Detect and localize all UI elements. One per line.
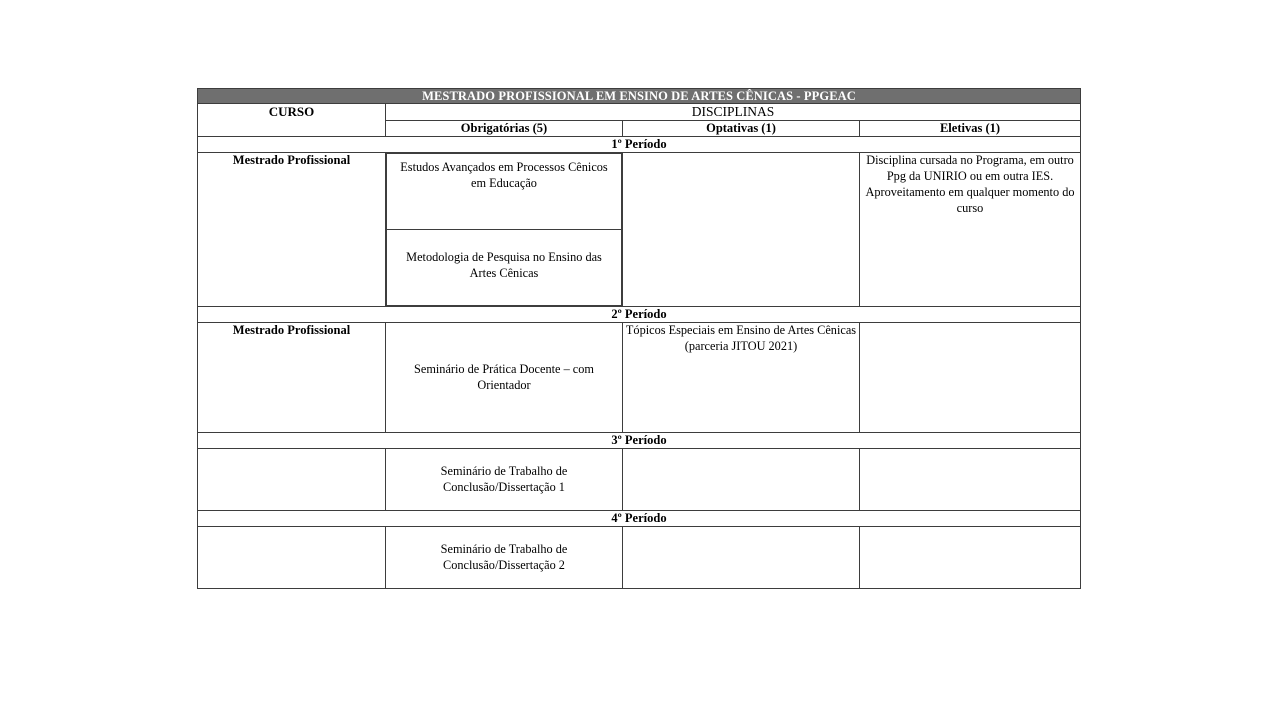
header-curso: CURSO [198,104,386,137]
curriculum-table [197,88,1081,589]
period-label-3: 3º Período [198,433,1081,449]
header-disciplinas: DISCIPLINAS [386,104,1081,121]
curso-value-1: Mestrado Profissional [198,153,386,307]
obrigatorias-value-2: Seminário de Prática Docente – com Orientador [386,323,623,433]
table-header-row-1 [198,104,1081,121]
period-row-4 [198,511,1081,527]
curso-value-4 [198,527,386,589]
header-optativas: Optativas (1) [623,121,860,137]
eletivas-value-4 [860,527,1081,589]
curriculum-table-container [197,88,1080,589]
obrigatorias-split-1 [386,153,622,306]
optativas-value-2: Tópicos Especiais em Ensino de Artes Cênicas (parceria JITOU 2021) [623,323,860,433]
obrigatoria-item: Estudos Avançados em Processos Cênicos em Educação [400,160,608,191]
obrigatorias-cell-1 [386,153,623,307]
table-row [198,527,1081,589]
table-row [198,323,1081,433]
header-obrigatorias: Obrigatórias (5) [386,121,623,137]
obrigatorias-value-3: Seminário de Trabalho de Conclusão/Dissertação 1 [386,449,623,511]
period-row-1 [198,137,1081,153]
curso-value-3 [198,449,386,511]
header-eletivas: Eletivas (1) [860,121,1081,137]
document-title: MESTRADO PROFISSIONAL EM ENSINO DE ARTES CÊNICAS - PPGEAC [198,89,1081,104]
optativas-value-3 [623,449,860,511]
period-label-2: 2º Período [198,307,1081,323]
optativas-value-1 [623,153,860,307]
table-title-row [198,89,1081,104]
eletivas-value-1: Disciplina cursada no Programa, em outro Ppg da UNIRIO ou em outra IES. Aproveitamento em qualquer momento do curso [860,153,1081,307]
obrigatoria-item: Metodologia de Pesquisa no Ensino das Artes Cênicas [406,250,602,281]
period-label-4: 4º Período [198,511,1081,527]
optativas-value-4 [623,527,860,589]
period-row-3 [198,433,1081,449]
period-row-2 [198,307,1081,323]
table-row [198,153,1081,307]
obrigatorias-value-4: Seminário de Trabalho de Conclusão/Dissertação 2 [386,527,623,589]
eletivas-value-2 [860,323,1081,433]
period-label-1: 1º Período [198,137,1081,153]
table-row [198,449,1081,511]
eletivas-value-3 [860,449,1081,511]
curso-value-2: Mestrado Profissional [198,323,386,433]
